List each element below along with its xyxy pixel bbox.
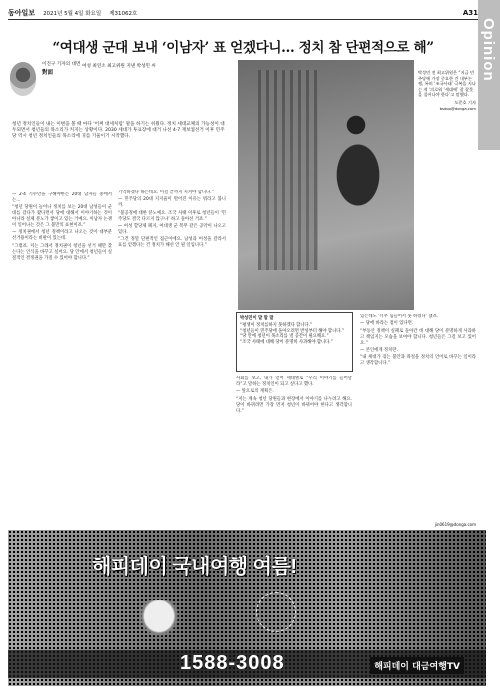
photo-credit-email: bsdoo@donga.com xyxy=(439,106,476,111)
photo-caption xyxy=(418,70,476,112)
paragraph: 기억하겠다 하는데요. 이걸 끝까지 지켜야 합니다.” xyxy=(118,190,214,195)
paragraph: — 당에 바라는 점이 있다면. xyxy=(360,321,414,327)
issue-edition: 제31062호 xyxy=(109,10,138,17)
paragraph: 사회를 보고, 내가 얻어 세대별로 “우리 이야기를 들어달라”고 말하는 정치인이 되고 싶다고 했다. xyxy=(236,376,352,387)
paragraph: “내 세대가 겪는 불안과 좌절을 정치의 언어로 바꾸는 일이라고 생각합니다.” xyxy=(360,355,476,367)
interview-photo xyxy=(238,60,414,310)
photo-credit: 도준호 기자 xyxy=(454,99,476,105)
photo-caption-text: 박성민 전 최고위원은 “지금 민주당에 가장 중요한 건 내부논쟁, 특히 ‘조국사태’ 극복을 지나는 게 ‘의로워 ‘세대에’ 잘 잘못을 짚어나야 한다’고 말했다. xyxy=(418,70,476,97)
paragraph: — 여성 할당제 폐지, 여대생 군 복무 같은 공약이 나오고 있다. xyxy=(118,224,226,235)
reporter-avatar xyxy=(10,62,36,96)
article-column-2 xyxy=(118,190,226,518)
quote-line: “당 안에 청년이 목소리를 낼 공간이 필요해요.” xyxy=(240,334,329,340)
photo-background-trees xyxy=(258,70,318,270)
reporter-label: 이진구 기자의 대면 xyxy=(42,62,81,67)
section-tab-label: Opinion xyxy=(480,18,497,82)
reporter-email: jin0619@donga.com xyxy=(434,522,476,527)
article-headline: “여대생 군대 보내 ‘이남자’ 표 얻겠다니… 정치 참 단편적으로 해” xyxy=(52,40,434,56)
paragraph: — 2·4 기수만을 구해야한는 20대 남자들 중에서는… xyxy=(12,192,112,203)
article-column-1 xyxy=(12,192,112,520)
article-subhead: 여성 최연소 최고위원 지낸 박성민 씨 xyxy=(82,64,156,69)
paragraph: “불공정에 대한 분노예요. 조국 사태 이후로 청년들이 ‘민주당도 결국 다르지 않구나’ 하고 돌아선 거죠.” xyxy=(118,210,226,222)
article-column-4 xyxy=(360,314,476,524)
newspaper-brand: 동아일보 xyxy=(8,7,36,17)
quote-box-title: 박성민이 말 말 말 xyxy=(240,316,274,321)
quote-line: “평생이 정치를하지 못하겠다 합니다.” xyxy=(240,322,313,328)
section-tab xyxy=(478,0,500,150)
paragraph: “그건 정말 단편적인 접근이에요. 남성과 여성을 갈라서 표를 얻겠다는 건 정치가 해선 안 될 일입니다.” xyxy=(118,237,226,249)
paragraph: — 본인에게 정치란. xyxy=(360,348,398,354)
ad-dog-image xyxy=(136,600,182,640)
paragraph: “청년 당원이 늘어나 정치를 보는 20대 남성들이 군대를 갔다가 왔다면서 당에 대해서 이야기하는 것이 아니라 실제 분노가 쌓이고 있는 거예요. 이남자 논쟁이 일어나는 것은 그 불만의 표현이죠.” xyxy=(12,205,112,229)
paragraph: 있는데도 ‘너무 힘들어서 못 하겠다’ 했죠. xyxy=(360,314,439,319)
article-column-3 xyxy=(236,376,352,524)
paragraph: — 민주당의 20대 지지율이 떨어진 이유는 뭐라고 봅니까. xyxy=(118,197,226,209)
advertisement[interactable] xyxy=(8,530,486,686)
column-name: 對面 xyxy=(42,70,54,76)
page-number: A31 xyxy=(462,8,478,17)
quote-box xyxy=(236,312,353,372)
quote-line: “조국 사태에 대해 당이 분명히 사과해야 합니다.” xyxy=(240,340,333,346)
ad-phone-number[interactable]: 1588-3008 xyxy=(180,652,285,674)
paragraph: — 정치권에서 청년 정책이라고 나오는 것이 대부분 선거용이라는 비판이 있는데. xyxy=(12,230,112,242)
paragraph: “그렇죠. 저는 그래서 정치권이 청년을 선거 때만 찾는다는 인식을 바꾸고 싶어요. 당 안에서 청년들이 실질적인 결정권을 가질 수 있어야 합니다.” xyxy=(12,243,112,261)
ad-headline: 해피데이 국내여행 여름! xyxy=(92,556,297,578)
ad-brand: 해피데이 대금여행TV xyxy=(370,657,464,674)
masthead xyxy=(8,6,478,20)
paragraph: “부동산 정책이 실패로 돌아간 데 대해 당이 분명하게 사과하고 책임지는 모습을 보여야 합니다. 청년들은 그걸 보고 있어요.” xyxy=(360,328,476,346)
quote-line: “청년들이 민주당에 돌아오려면 반성부터 해야 합니다.” xyxy=(240,328,344,334)
ad-stamp-icon xyxy=(256,592,296,632)
paragraph: “저는 계속 청년 당원들과 현장에서 이야기를 나누려고 해요. 당이 바뀌려면 가장 먼저 청년이 바뀌어야 한다고 생각합니다.” xyxy=(236,396,352,414)
issue-date: 2021년 5월 4일 화요일 xyxy=(43,10,102,17)
article-lede: 청년 정치인들이 내는 이변을 볼 때 마다 ‘어쩌 대세처럼’ 말을 하기는 쉬웠다. 정치 세대교체의 가능성이 대두되면서 청년들의 목소리가 커지는 상황이다. 2030 세대가 투표장에 대거 나선 4·7 재보궐선거 이후 민주당 역시 청년 정치인들의 목소리에 귀를 기울이기 시작했다. xyxy=(12,122,225,140)
paragraph: — 앞으로의 계획은. xyxy=(236,389,274,395)
